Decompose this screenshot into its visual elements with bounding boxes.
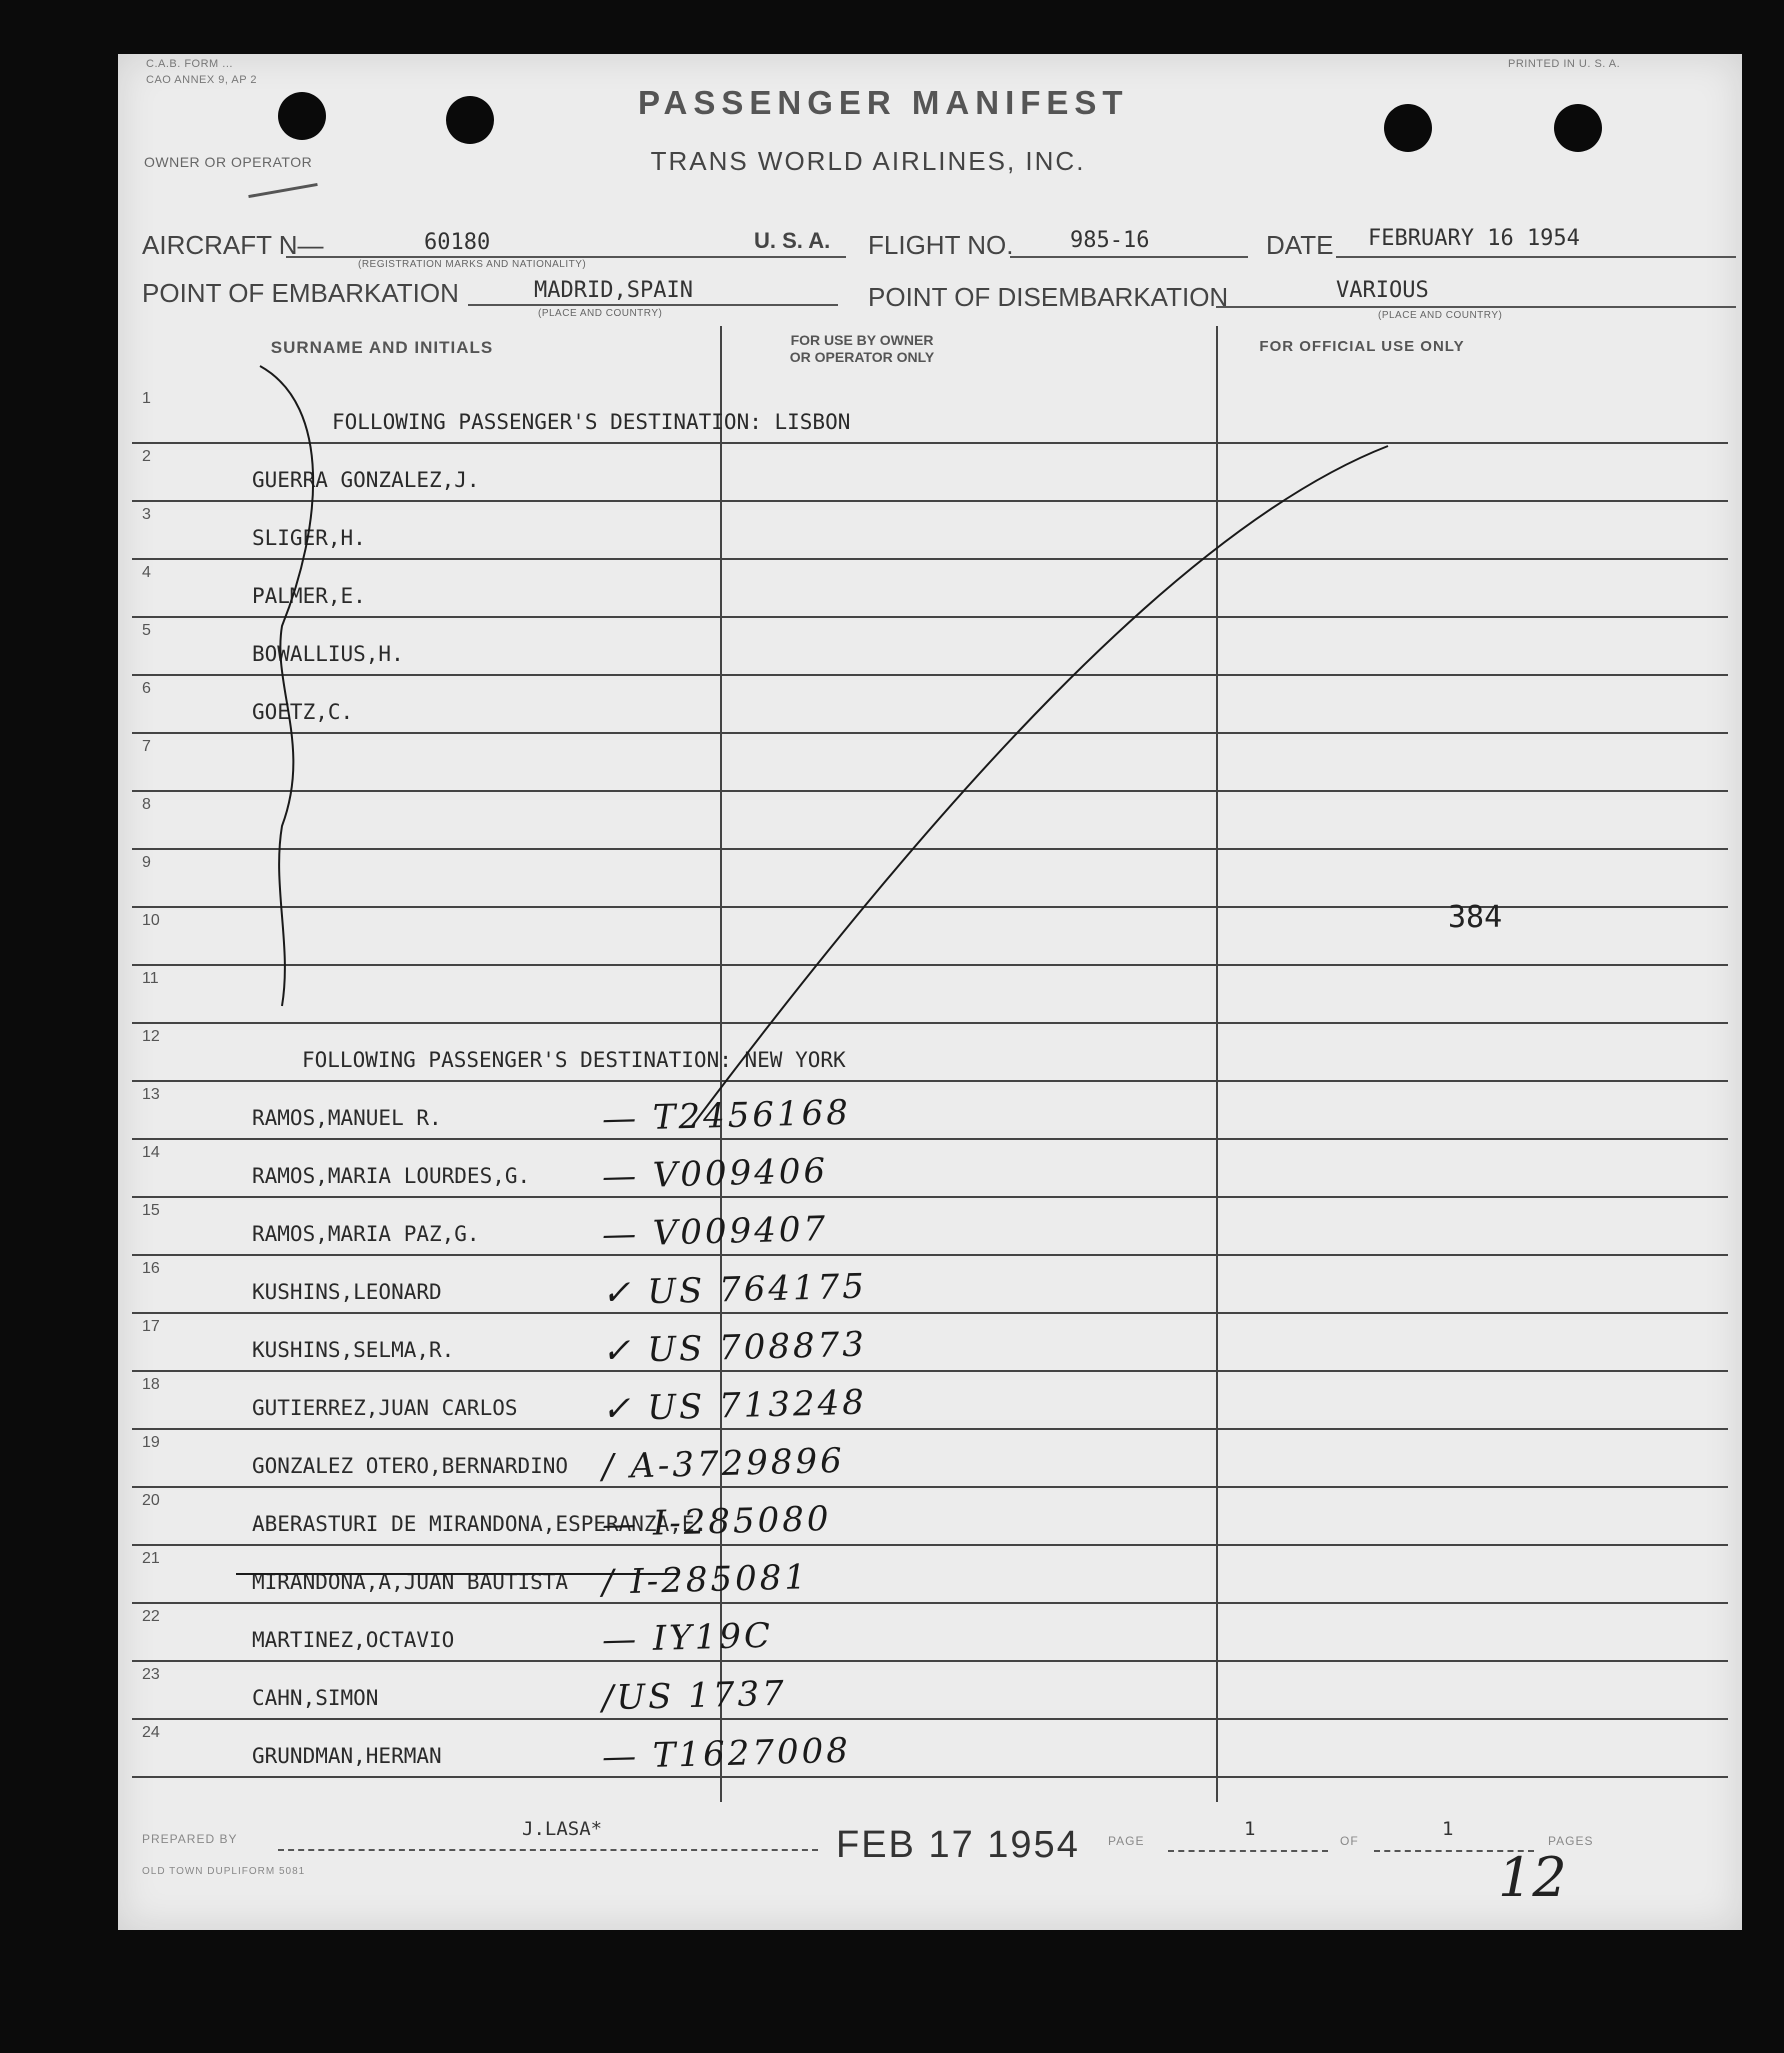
aircraft-label: AIRCRAFT N— (142, 230, 324, 260)
registration-note: (REGISTRATION MARKS AND NATIONALITY) (358, 259, 587, 270)
row-number: 1 (142, 390, 151, 407)
row-number: 14 (142, 1144, 160, 1161)
owner-entry: — T1627008 (601, 1730, 852, 1778)
owner-signature-stroke (248, 183, 317, 198)
passenger-name: RAMOS,MARIA PAZ,G. (252, 1222, 480, 1246)
aircraft-line (286, 256, 846, 258)
row-number: 8 (142, 796, 151, 813)
row-number: 7 (142, 738, 151, 755)
passenger-name: CAHN,SIMON (252, 1686, 379, 1710)
passenger-name: FOLLOWING PASSENGER'S DESTINATION: LISBON (332, 410, 851, 434)
airline-name: TRANS WORLD AIRLINES, INC. (650, 146, 1086, 176)
table-row (132, 1138, 1728, 1198)
punch-hole-right-1 (1384, 104, 1432, 152)
disembarkation-place: VARIOUS (1336, 278, 1429, 303)
table-row (132, 1254, 1728, 1314)
official-mark: 384 (1448, 900, 1503, 935)
prepared-by-label: PREPARED BY (142, 1832, 238, 1846)
table-row (132, 1370, 1728, 1430)
of-label: OF (1340, 1834, 1359, 1848)
embarkation-place: MADRID,SPAIN (534, 278, 693, 303)
owner-entry: ✓ US 708873 (601, 1324, 868, 1372)
passenger-name: RAMOS,MANUEL R. (252, 1106, 442, 1130)
owner-entry: — V009406 (601, 1151, 829, 1197)
pages-label: PAGES (1548, 1834, 1594, 1848)
table-row (132, 616, 1728, 676)
row-number: 2 (142, 448, 151, 465)
manifest-sheet (118, 54, 1742, 1930)
flight-label: FLIGHT NO. (868, 230, 1014, 260)
table-row (132, 732, 1728, 792)
table-row (132, 558, 1728, 618)
column-header-surname: SURNAME AND INITIALS (270, 338, 494, 357)
table-row (132, 964, 1728, 1024)
row-number: 21 (142, 1550, 160, 1567)
punch-hole-center (446, 96, 494, 144)
punch-hole-right-2 (1554, 104, 1602, 152)
owner-entry: — V009407 (601, 1209, 829, 1255)
date-label: DATE (1266, 230, 1334, 260)
table-row (132, 442, 1728, 502)
table-row (132, 1080, 1728, 1140)
passenger-name: SLIGER,H. (252, 526, 366, 550)
row-number: 4 (142, 564, 151, 581)
table-row (132, 1602, 1728, 1662)
passenger-name: KUSHINS,LEONARD (252, 1280, 442, 1304)
row-number: 9 (142, 854, 151, 871)
table-row (132, 1544, 1728, 1604)
passenger-table (132, 326, 1728, 1802)
manifest-title: PASSENGER MANIFEST (638, 84, 1129, 121)
table-row (132, 674, 1728, 734)
owner-entry: / I-285081 (601, 1557, 810, 1603)
country-label: U. S. A. (754, 228, 831, 253)
punch-hole-left (278, 92, 326, 140)
date-line (1336, 256, 1736, 258)
row-number: 22 (142, 1608, 160, 1625)
row-number: 3 (142, 506, 151, 523)
table-row (132, 1196, 1728, 1256)
row-number: 5 (142, 622, 151, 639)
passenger-name: MIRANDONA,A,JUAN BAUTISTA (252, 1570, 569, 1594)
row-number: 17 (142, 1318, 160, 1335)
passenger-name: GOETZ,C. (252, 700, 354, 724)
owner-entry: ✓ US 764175 (601, 1266, 868, 1314)
flight-number: 985-16 (1070, 228, 1150, 253)
table-row (132, 1428, 1728, 1488)
row-number: 6 (142, 680, 151, 697)
table-row (132, 1312, 1728, 1372)
table-row (132, 384, 1728, 444)
row-number: 19 (142, 1434, 160, 1451)
passenger-name: GUTIERREZ,JUAN CARLOS (252, 1396, 518, 1420)
flight-line (1010, 256, 1248, 258)
row-number: 10 (142, 912, 160, 929)
row-number: 12 (142, 1028, 160, 1045)
flight-date: FEBRUARY 16 1954 (1368, 226, 1580, 251)
embark-place-note: (PLACE AND COUNTRY) (538, 308, 663, 319)
table-row (132, 1660, 1728, 1720)
page-label: PAGE (1108, 1834, 1145, 1848)
owner-entry: / A-3729896 (601, 1440, 846, 1488)
prepared-by-line (278, 1849, 818, 1851)
passenger-name: GONZALEZ OTERO,BERNARDINO (252, 1454, 569, 1478)
passenger-name: PALMER,E. (252, 584, 366, 608)
disembark-place-note: (PLACE AND COUNTRY) (1378, 310, 1503, 321)
handwritten-number: 12 (1498, 1846, 1567, 1909)
page-total: 1 (1442, 1818, 1454, 1840)
column-header-official: FOR OFFICIAL USE ONLY (1259, 338, 1465, 355)
row-number: 18 (142, 1376, 160, 1393)
owner-entry: ✓ US 713248 (601, 1382, 868, 1430)
form-code-line2: CAO ANNEX 9, AP 2 (146, 74, 258, 86)
row-number: 11 (142, 970, 159, 987)
disembarkation-label: POINT OF DISEMBARKATION (868, 282, 1229, 312)
page-line (1168, 1850, 1328, 1852)
form-note: OLD TOWN DUPLIFORM 5081 (142, 1866, 306, 1877)
owner-operator-label: OWNER OR OPERATOR (144, 154, 313, 170)
page-number: 1 (1244, 1818, 1256, 1840)
passenger-name: GRUNDMAN,HERMAN (252, 1744, 442, 1768)
owner-entry: /US 1737 (601, 1673, 788, 1719)
table-row (132, 1718, 1728, 1778)
table-row (132, 848, 1728, 908)
embarkation-line (468, 304, 838, 306)
row-number: 23 (142, 1666, 160, 1683)
date-stamp: FEB 17 1954 (836, 1824, 1080, 1866)
row-number: 13 (142, 1086, 160, 1103)
owner-entry: — IY19C (601, 1615, 774, 1661)
table-row (132, 1486, 1728, 1546)
prepared-by-value: J.LASA* (522, 1818, 603, 1840)
row-number: 24 (142, 1724, 160, 1741)
row-number: 15 (142, 1202, 160, 1219)
aircraft-number: 60180 (424, 230, 491, 255)
owner-entry: — I-285080 (601, 1499, 833, 1545)
passenger-name: KUSHINS,SELMA,R. (252, 1338, 455, 1362)
table-row (132, 500, 1728, 560)
form-code-line1: C.A.B. FORM ... (146, 58, 233, 70)
row-number: 20 (142, 1492, 160, 1509)
passenger-name: GUERRA GONZALEZ,J. (252, 468, 480, 492)
row-number: 16 (142, 1260, 160, 1277)
table-row (132, 1022, 1728, 1082)
column-header-owner: FOR USE BY OWNER OR OPERATOR ONLY (789, 332, 935, 365)
embarkation-label: POINT OF EMBARKATION (142, 278, 459, 308)
owner-entry: — T2456168 (601, 1092, 852, 1140)
disembarkation-line (1216, 306, 1736, 308)
passenger-name: ABERASTURI DE MIRANDONA,ESPERANZA,E. (252, 1512, 708, 1536)
passenger-name: RAMOS,MARIA LOURDES,G. (252, 1164, 531, 1188)
passenger-name: FOLLOWING PASSENGER'S DESTINATION: NEW YORK (302, 1048, 846, 1072)
table-row (132, 790, 1728, 850)
passenger-name: MARTINEZ,OCTAVIO (252, 1628, 455, 1652)
printed-in-usa: PRINTED IN U. S. A. (1508, 58, 1621, 70)
passenger-name: BOWALLIUS,H. (252, 642, 404, 666)
